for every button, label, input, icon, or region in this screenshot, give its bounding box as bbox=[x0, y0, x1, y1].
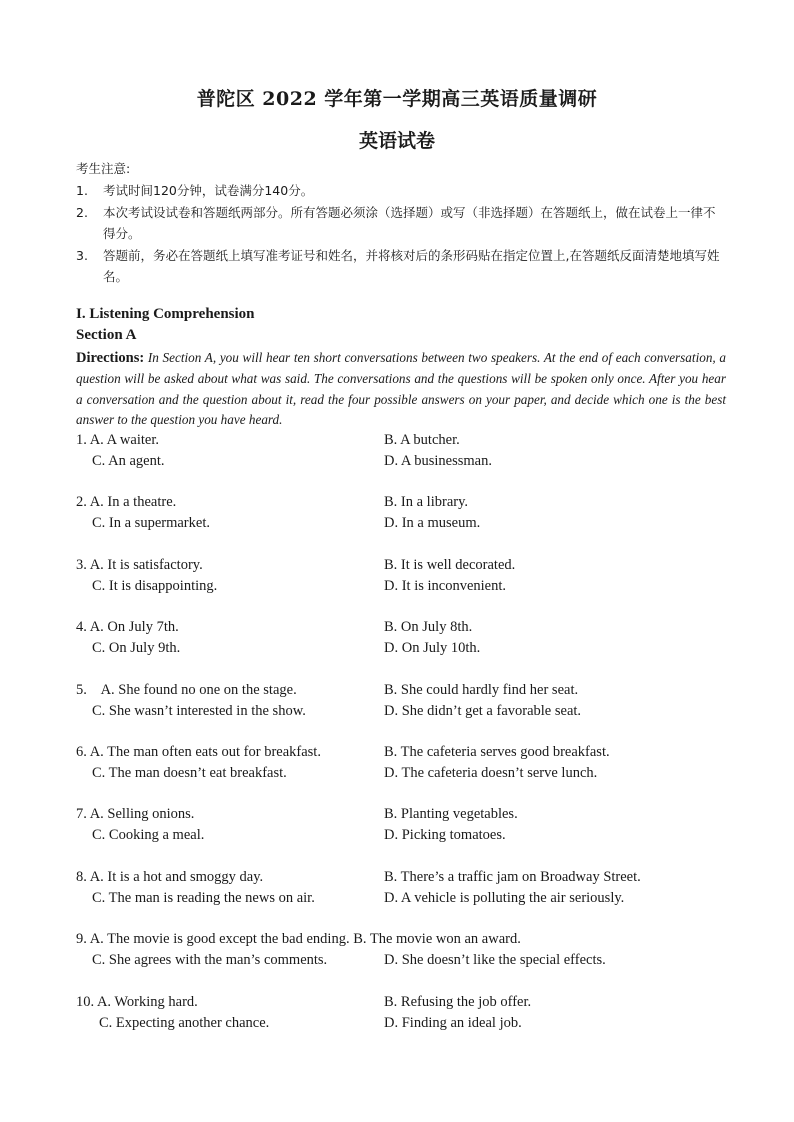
option-b: B. There’s a traffic jam on Broadway Street. bbox=[384, 868, 641, 885]
option-b: B. The cafeteria serves good breakfast. bbox=[384, 743, 610, 760]
option-c: C. An agent. bbox=[92, 453, 165, 469]
question-item bbox=[76, 617, 736, 679]
directions-text: In Section A, you will hear ten short conversations between two speakers. At the end of each conversation, a question will be asked about what was said. The conversations and the questions will be spoken only once. After you hear a conversation and the question about it, read the four possible answers on your paper, and decide which one is the best answer to the question you have heard. bbox=[76, 350, 726, 428]
option-d: D. Finding an ideal job. bbox=[384, 1014, 522, 1031]
option-d: D. She didn’t get a favorable seat. bbox=[384, 702, 582, 719]
option-c: C. She wasn’t interested in the show. bbox=[92, 702, 306, 719]
question-item bbox=[76, 742, 736, 804]
option-b: B. She could hardly find her seat. bbox=[384, 681, 579, 698]
option-c: C. She agrees with the man’s comments. bbox=[92, 952, 328, 969]
option-a-b: 9. A. The movie is good except the bad ending. B. The movie won an award. bbox=[76, 931, 521, 948]
notice-item-number: 2. bbox=[76, 204, 88, 220]
option-b: B. It is well decorated. bbox=[384, 556, 516, 573]
option-c: C. It is disappointing. bbox=[92, 577, 218, 594]
exam-title: 普陀区 2022 学年第一学期高三英语质量调研 bbox=[196, 88, 598, 110]
option-a: 4. A. On July 7th. bbox=[76, 619, 179, 636]
option-d: D. On July 10th. bbox=[384, 640, 481, 657]
notice-item-number: 3. bbox=[76, 247, 88, 263]
notice-item-text: 考试时间120分钟，试卷满分140分。 bbox=[103, 183, 314, 198]
option-b: B. Refusing the job offer. bbox=[384, 993, 532, 1010]
option-b: B. On July 8th. bbox=[384, 619, 473, 636]
option-a: 10. A. Working hard. bbox=[76, 993, 198, 1010]
option-c: C. In a supermarket. bbox=[92, 515, 210, 532]
option-d: D. Picking tomatoes. bbox=[384, 827, 506, 844]
option-d: D. A businessman. bbox=[384, 453, 492, 469]
notice-list bbox=[76, 180, 726, 288]
option-a: 1. A. A waiter. bbox=[76, 432, 159, 448]
notice-item bbox=[76, 245, 726, 288]
option-d: D. It is inconvenient. bbox=[384, 577, 507, 594]
question-item bbox=[76, 492, 736, 554]
question-item bbox=[76, 867, 736, 929]
notice-item-number: 1. bbox=[76, 183, 88, 198]
option-c: C. Cooking a meal. bbox=[92, 827, 205, 844]
notice-item bbox=[76, 202, 726, 245]
question-item bbox=[76, 680, 736, 742]
notice-item-text: 答题前，务必在答题纸上填写准考证号和姓名，并将核对后的条形码贴在指定位置上,在答题纸反面清楚地填写姓名。 bbox=[103, 247, 720, 284]
question-list bbox=[76, 430, 736, 1054]
section-title: Section A bbox=[76, 327, 137, 343]
notice-heading: 考生注意: bbox=[76, 161, 131, 176]
option-a: 5. A. She found no one on the stage. bbox=[76, 681, 297, 698]
option-b: B. Planting vegetables. bbox=[384, 806, 518, 823]
part-title: I. Listening Comprehension bbox=[76, 306, 255, 322]
question-item bbox=[76, 430, 736, 492]
directions bbox=[76, 348, 726, 431]
option-c: C. On July 9th. bbox=[92, 640, 181, 657]
option-d: D. In a museum. bbox=[384, 515, 481, 532]
option-b: B. A butcher. bbox=[384, 432, 460, 448]
option-d: D. A vehicle is polluting the air seriously. bbox=[384, 889, 625, 906]
notice-item-text: 本次考试设试卷和答题纸两部分。所有答题必须涂（选择题）或写（非选择题）在答题纸上，做在试卷上一律不得分。 bbox=[103, 204, 716, 241]
option-c: C. The man is reading the news on air. bbox=[92, 889, 315, 906]
option-a: 7. A. Selling onions. bbox=[76, 806, 195, 823]
option-a: 3. A. It is satisfactory. bbox=[76, 556, 203, 573]
option-c: C. Expecting another chance. bbox=[99, 1014, 270, 1031]
directions-label: Directions: bbox=[76, 350, 145, 366]
option-a: 2. A. In a theatre. bbox=[76, 494, 177, 511]
option-d: D. The cafeteria doesn’t serve lunch. bbox=[384, 764, 598, 781]
question-item bbox=[76, 929, 736, 991]
question-item bbox=[76, 555, 736, 617]
question-item bbox=[76, 804, 736, 866]
option-d: D. She doesn’t like the special effects. bbox=[384, 952, 606, 969]
option-b: B. In a library. bbox=[384, 494, 469, 511]
option-c: C. The man doesn’t eat breakfast. bbox=[92, 764, 287, 781]
exam-subtitle: 英语试卷 bbox=[358, 130, 435, 152]
notice-item bbox=[76, 180, 726, 202]
option-a: 8. A. It is a hot and smoggy day. bbox=[76, 868, 264, 885]
option-a: 6. A. The man often eats out for breakfast. bbox=[76, 743, 321, 760]
question-item bbox=[76, 992, 736, 1054]
